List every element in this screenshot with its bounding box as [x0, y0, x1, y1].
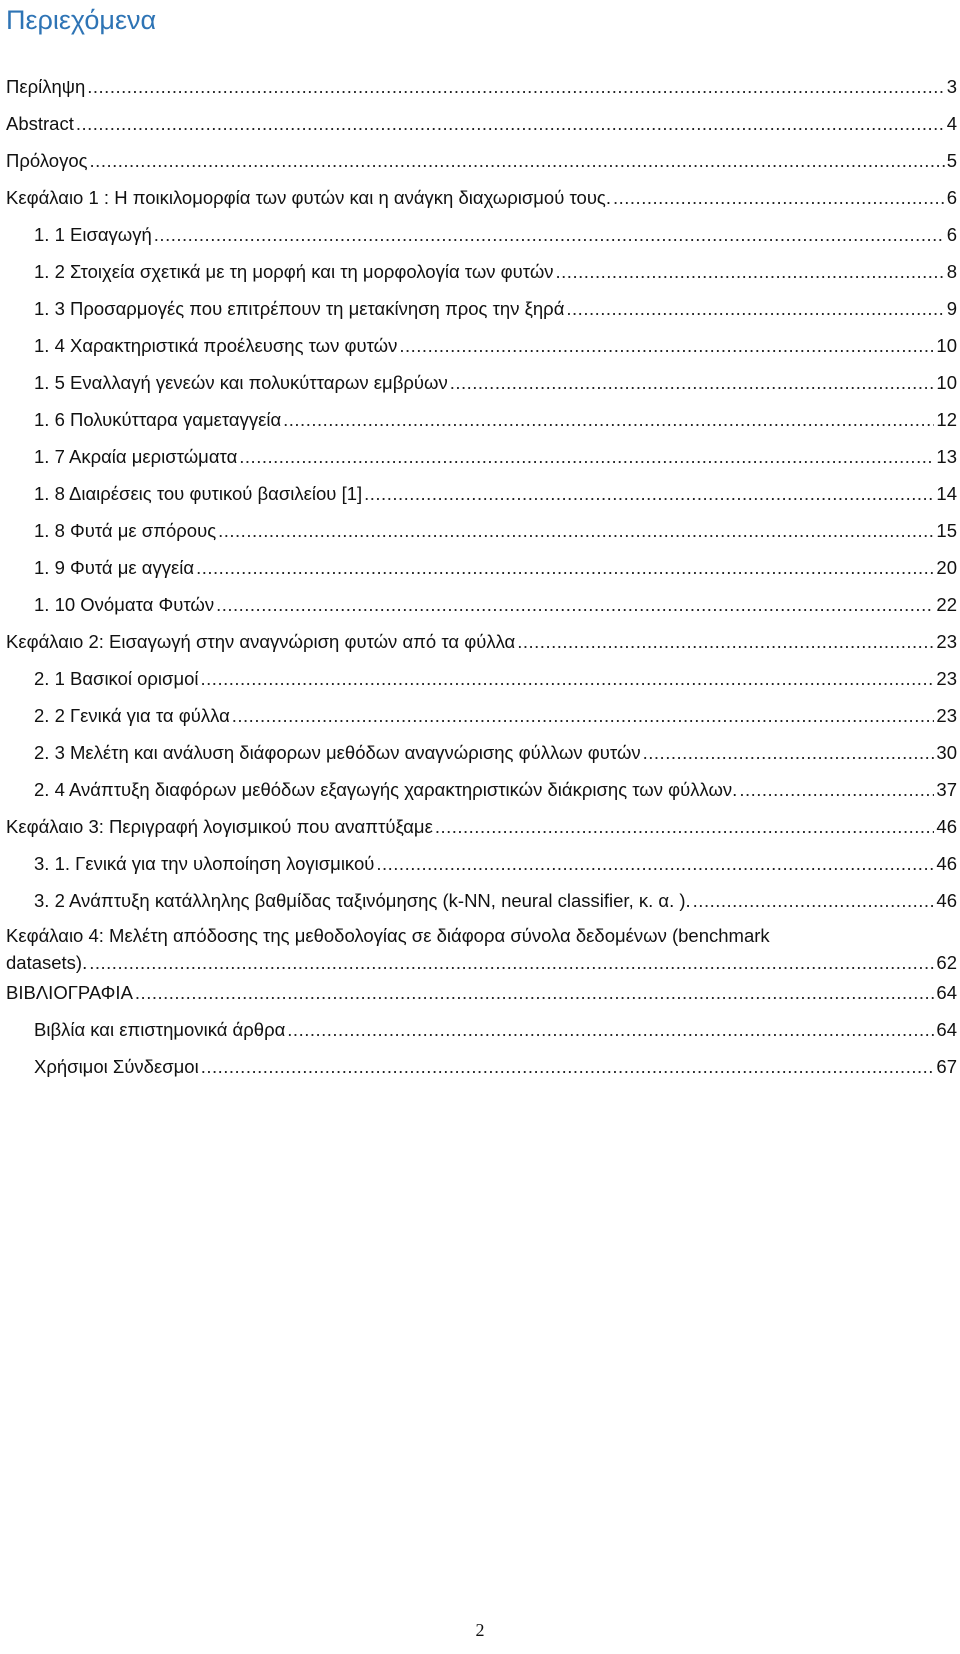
toc-entry-books-articles[interactable] [0, 1011, 960, 1048]
toc-dot-leader [76, 105, 945, 142]
toc-dot-leader [201, 1048, 935, 1085]
toc-entry-chapter-1[interactable] [0, 179, 960, 216]
toc-entry-page: 8 [946, 261, 957, 282]
toc-dot-leader [517, 623, 934, 660]
toc-entry-title: 1. 8 Διαιρέσεις του φυτικού βασιλείου [1] [34, 483, 363, 504]
toc-entry-page: 62 [936, 952, 957, 973]
toc-entry-title: 3. 2 Ανάπτυξη κατάλληλης βαθμίδας ταξινόμησης (k-NN, neural classifier, κ. α. ). [34, 890, 691, 911]
toc-dot-leader [613, 179, 945, 216]
toc-entry-title: 1. 7 Ακραία μεριστώματα [34, 446, 238, 467]
toc-entry-page: 30 [936, 742, 957, 763]
toc-dot-leader [739, 771, 934, 808]
toc-entry-page: 4 [946, 113, 957, 134]
toc-dot-leader [89, 949, 934, 976]
toc-entry-section-1-4[interactable] [0, 327, 960, 364]
toc-entry-page: 13 [936, 446, 957, 467]
toc-list [0, 68, 960, 1085]
toc-entry-page: 15 [936, 520, 957, 541]
toc-entry-page: 10 [936, 372, 957, 393]
toc-entry-page: 37 [936, 779, 957, 800]
toc-dot-leader [435, 808, 935, 845]
toc-dot-leader [283, 401, 934, 438]
toc-entry-section-1-3[interactable] [0, 290, 960, 327]
toc-entry-section-1-8b[interactable] [0, 512, 960, 549]
toc-entry-page: 12 [936, 409, 957, 430]
toc-dot-leader [376, 845, 934, 882]
toc-entry-section-2-2[interactable] [0, 697, 960, 734]
toc-entry-title: ΒΙΒΛΙΟΓΡΑΦΙΑ [6, 982, 133, 1003]
toc-entry-section-2-1[interactable] [0, 660, 960, 697]
toc-entry-chapter-3[interactable] [0, 808, 960, 845]
toc-entry-title: 1. 9 Φυτά με αγγεία [34, 557, 195, 578]
toc-entry-page: 10 [936, 335, 957, 356]
toc-entry-page: 46 [936, 890, 957, 911]
toc-entry-title: 2. 4 Ανάπτυξη διαφόρων μεθόδων εξαγωγής χαρακτηριστικών διάκρισης των φύλλων. [34, 779, 738, 800]
toc-dot-leader [196, 549, 934, 586]
toc-entry-title: 2. 1 Βασικοί ορισμοί [34, 668, 199, 689]
toc-entry-section-1-10[interactable] [0, 586, 960, 623]
toc-entry-title-line-2: datasets). [6, 952, 88, 973]
toc-entry-preface[interactable] [0, 142, 960, 179]
toc-dot-leader [239, 438, 934, 475]
toc-dot-leader [643, 734, 935, 771]
toc-entry-page: 22 [936, 594, 957, 615]
toc-entry-useful-links[interactable] [0, 1048, 960, 1085]
toc-entry-section-1-2[interactable] [0, 253, 960, 290]
toc-entry-title: 1. 2 Στοιχεία σχετικά με τη μορφή και τη μορφολογία των φυτών [34, 261, 554, 282]
toc-entry-page: 14 [936, 483, 957, 504]
toc-entry-page: 3 [946, 76, 957, 97]
toc-entry-title: 1. 10 Ονόματα Φυτών [34, 594, 215, 615]
toc-entry-title: Βιβλία και επιστημονικά άρθρα [34, 1019, 286, 1040]
toc-dot-leader [556, 253, 945, 290]
toc-entry-section-2-4[interactable] [0, 771, 960, 808]
toc-entry-section-1-5[interactable] [0, 364, 960, 401]
toc-entry-summary[interactable] [0, 68, 960, 105]
toc-entry-title: 1. 8 Φυτά με σπόρους [34, 520, 217, 541]
toc-entry-chapter-4[interactable] [0, 919, 960, 974]
toc-dot-leader [216, 586, 934, 623]
toc-entry-section-1-7[interactable] [0, 438, 960, 475]
toc-dot-leader [87, 68, 944, 105]
toc-entry-title: 1. 6 Πολυκύτταρα γαμεταγγεία [34, 409, 282, 430]
toc-entry-section-1-6[interactable] [0, 401, 960, 438]
toc-entry-title: Κεφάλαιο 2: Εισαγωγή στην αναγνώριση φυτών από τα φύλλα [6, 631, 516, 652]
toc-dot-leader [693, 882, 935, 919]
toc-entry-title: Abstract [6, 113, 74, 134]
toc-entry-title: Πρόλογος [6, 150, 88, 171]
toc-entry-page: 46 [936, 853, 957, 874]
toc-entry-page: 67 [936, 1056, 957, 1077]
toc-entry-section-3-1[interactable] [0, 845, 960, 882]
toc-entry-title: Χρήσιμοι Σύνδεσμοι [34, 1056, 199, 1077]
toc-dot-leader [201, 660, 935, 697]
toc-dot-leader [566, 290, 944, 327]
toc-dot-leader [135, 974, 935, 1011]
toc-entry-page: 6 [946, 187, 957, 208]
toc-entry-abstract[interactable] [0, 105, 960, 142]
toc-entry-title: 1. 5 Εναλλαγή γενεών και πολυκύτταρων εμβρύων [34, 372, 448, 393]
toc-entry-title: 2. 3 Μελέτη και ανάλυση διάφορων μεθόδων αναγνώρισης φύλλων φυτών [34, 742, 641, 763]
toc-entry-title: Κεφάλαιο 3: Περιγραφή λογισμικού που αναπτύξαμε [6, 816, 433, 837]
toc-dot-leader [399, 327, 934, 364]
toc-entry-page: 23 [936, 705, 957, 726]
toc-heading: Περιεχόμενα [6, 5, 157, 35]
toc-entry-section-1-9[interactable] [0, 549, 960, 586]
toc-entry-title: 3. 1. Γενικά για την υλοποίηση λογισμικού [34, 853, 375, 874]
toc-entry-title: Περίληψη [6, 76, 86, 97]
toc-entry-page: 64 [936, 1019, 957, 1040]
toc-entry-section-1-8a[interactable] [0, 475, 960, 512]
toc-entry-page: 20 [936, 557, 957, 578]
toc-entry-page: 23 [936, 668, 957, 689]
toc-entry-section-2-3[interactable] [0, 734, 960, 771]
page-number: 2 [475, 1620, 485, 1640]
toc-entry-page: 5 [946, 150, 957, 171]
toc-entry-page: 23 [936, 631, 957, 652]
toc-entry-title: 1. 3 Προσαρμογές που επιτρέπουν τη μετακίνηση προς την ξηρά [34, 298, 565, 319]
toc-entry-title-line-1: Κεφάλαιο 4: Μελέτη απόδοσης της μεθοδολογίας σε διάφορα σύνολα δεδομένων (benchmark [6, 925, 770, 946]
toc-dot-leader [218, 512, 934, 549]
toc-entry-title-line-2-row [6, 949, 957, 976]
toc-entry-page: 46 [936, 816, 957, 837]
toc-entry-title: Κεφάλαιο 1 : Η ποικιλομορφία των φυτών και η ανάγκη διαχωρισμού τους. [6, 187, 611, 208]
toc-dot-leader [232, 697, 935, 734]
toc-entry-title: 1. 4 Χαρακτηριστικά προέλευσης των φυτών [34, 335, 398, 356]
toc-entry-section-1-1[interactable] [0, 216, 960, 253]
toc-entry-chapter-2[interactable] [0, 623, 960, 660]
toc-dot-leader [450, 364, 935, 401]
toc-dot-leader [364, 475, 934, 512]
toc-entry-page: 64 [936, 982, 957, 1003]
toc-dot-leader [287, 1011, 934, 1048]
toc-dot-leader [154, 216, 945, 253]
toc-entry-title: 2. 2 Γενικά για τα φύλλα [34, 705, 230, 726]
toc-entry-section-3-2[interactable] [0, 882, 960, 919]
toc-dot-leader [90, 142, 945, 179]
toc-entry-page: 6 [946, 224, 957, 245]
toc-entry-bibliography[interactable] [0, 974, 960, 1011]
toc-entry-title: 1. 1 Εισαγωγή [34, 224, 152, 245]
toc-entry-page: 9 [946, 298, 957, 319]
